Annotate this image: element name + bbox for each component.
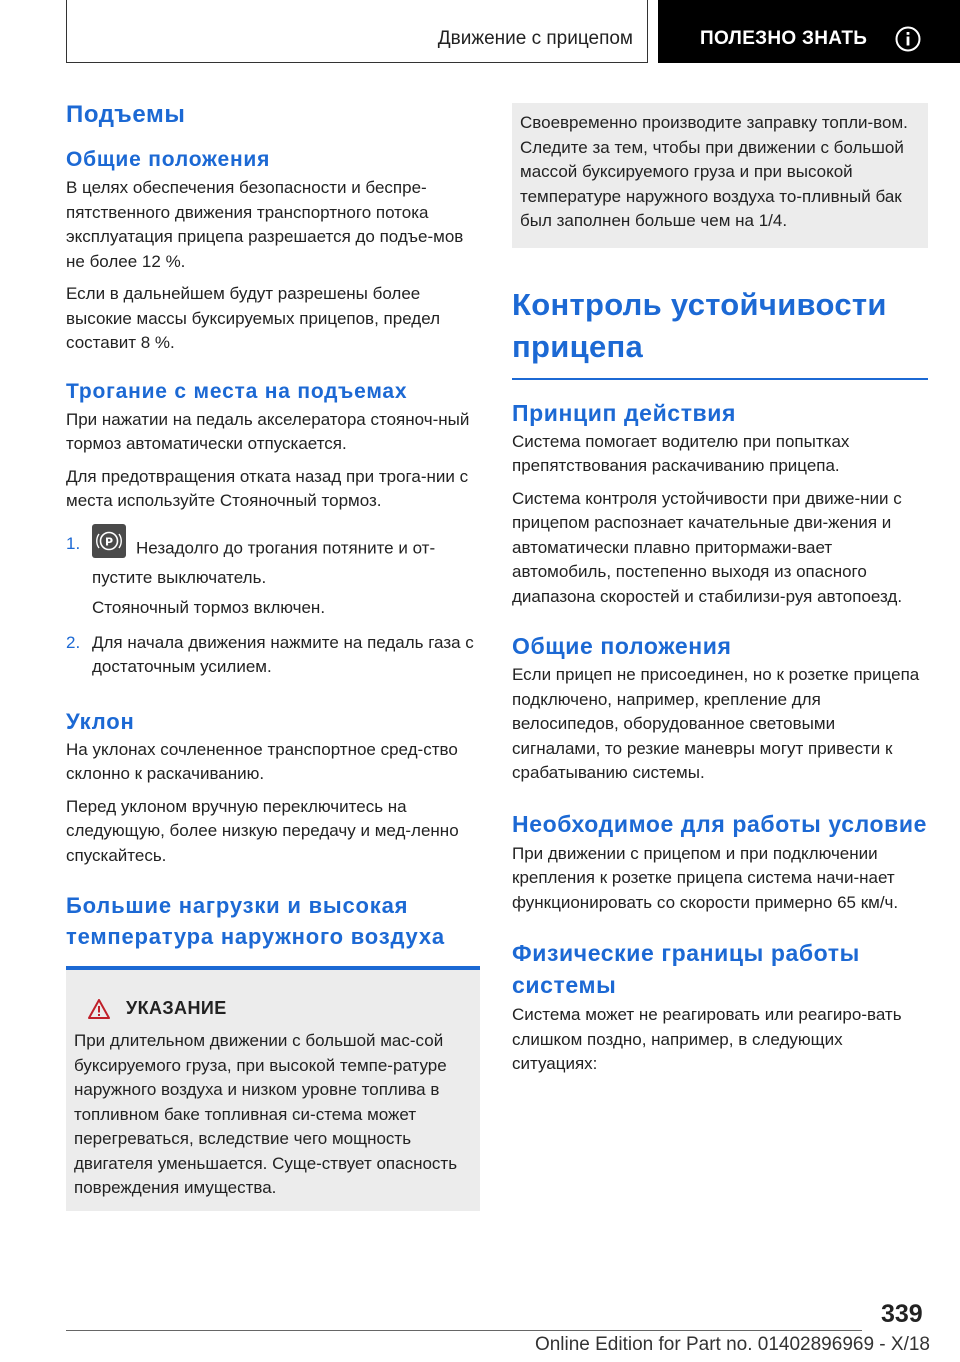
left-column [66,100,480,1211]
paragraph: При движении с прицепом и при подключении крепления к розетке прицепа система начи-нает функционировать со скорости примерно 65 км/ч. [512,843,899,912]
heading-slopes: Подъемы [66,101,186,128]
paragraph: Система помогает водителю при попытках препятствования раскачиванию прицепа. [512,431,850,475]
heading-general: Общие положения [66,148,271,171]
step-text: Для начала движения нажмите на педаль газа с достаточным усилием. [92,632,474,676]
footer-edition: Online Edition for Part no. 01402896969 - X/18 [534,1334,930,1355]
paragraph: В целях обеспечения безопасности и беспре-пятственного движения транспортного потока эксплуатация прицепа разрешается до подъе-мов не более 12 %. [66,178,464,271]
note-box [512,103,928,248]
section-rule [512,378,928,380]
heading-general-right: Общие положения [512,633,732,659]
heading-gradient: Уклон [66,708,135,734]
step-list [66,532,480,680]
right-column [512,103,928,1085]
warning-header [74,998,472,1019]
heading-principle: Принцип действия [512,399,737,426]
step-item [66,631,480,680]
step-item [66,532,480,591]
paragraph: Система контроля устойчивости при движе-нии с прицепом распознает качательные дви-жения и автоматически плавно притормажи-вает автомобиль, постепенно выходя из опасного диапазона скоростей и стабилизи-руя автопоезд. [512,488,903,606]
header-chapter-title: ПОЛЕЗНО ЗНАТЬ [700,28,868,49]
heading-required-condition: Необходимое для работы условие [512,810,928,837]
paragraph: Перед уклоном вручную переключитесь на следующую, более низкую передачу и мед-ленно спускайтесь. [66,796,459,865]
svg-text:P: P [104,535,114,548]
paragraph: Если в дальнейшем будут разрешены более высокие массы буксируемых прицепов, предел составит 8 %. [66,284,440,352]
step-result: Стояночный тормоз включен. [92,598,326,617]
heading-trailer-stability: Контроль устойчивости прицепа [512,286,887,364]
warning-box [66,970,480,1211]
heading-system-limits: Физические границы работы системы [512,940,860,998]
header-section-tab [66,0,648,63]
warning-text: При длительном движении с большой мас-сой буксируемого груза, при высокой темпе-ратуре наружного воздуха и низком уровне топлива в топливном баке топливная си-стема может перегреваться, вследствие чего мощность двигателя уменьшается. Суще-ствует опасность повреждения имущества. [74,1031,458,1197]
paragraph: При нажатии на педаль акселератора стояноч-ный тормоз автоматически отпускается. [66,409,470,453]
info-icon [895,26,921,52]
parking-brake-icon [92,524,126,558]
paragraph: Для предотвращения отката назад при трога-нии с места используйте Стояночный тормоз. [66,466,469,510]
step-number: 1. [66,533,81,553]
header-chapter-tab [658,0,960,63]
step-text: Незадолго до трогания потяните и от-пустите выключатель. [92,537,436,587]
heading-high-loads: Большие нагрузки и высокая температура наружного воздуха [66,893,445,949]
paragraph: Система может не реагировать или реагиро-вать слишком поздно, например, в следующих ситуациях: [512,1005,902,1073]
warning-title: УКАЗАНИЕ [126,998,227,1018]
footer-rule [66,1330,862,1331]
step-number: 2. [66,632,81,652]
paragraph: Если прицеп не присоединен, но к розетке прицепа подключено, например, крепление для велосипедов, оборудованное световыми сигналами, то резкие маневры могут привести к срабатыванию системы. [512,665,920,782]
page-number: 339 [881,1300,923,1328]
heading-start-on-slope: Трогание с места на подъемах [66,379,408,403]
warning-triangle-icon [88,999,110,1019]
paragraph: На уклонах сочлененное транспортное сред-ство склонно к раскачиванию. [66,739,458,783]
header-section-title: Движение с прицепом [437,28,633,49]
note-text: Своевременно производите заправку топли-вом. Следите за тем, чтобы при движении с большой массой буксируемого груза и при высокой температуре наружного воздуха то-пливный бак был заполнен больше чем на 1/4. [520,113,908,230]
